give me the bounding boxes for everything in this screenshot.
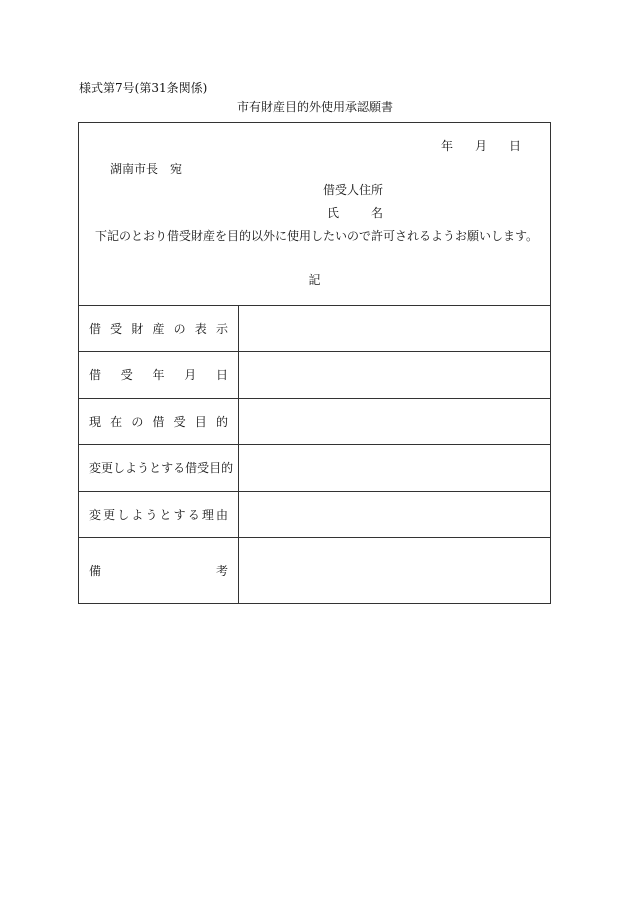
row-label-char: 受 [120,368,133,382]
row-label-char: 変 [89,507,102,522]
table-row [79,445,550,492]
row-label-remarks [79,538,239,604]
borrower-name-part: 氏 [327,206,340,220]
row-label-char: 借 [152,414,165,429]
date-year-label: 年 [441,139,454,153]
row-label-char: 由 [215,507,228,522]
row-label-char: 備 [89,564,102,578]
request-text: 下記のとおり借受財産を目的以外に使用したいので許可されるようお願いします。 [95,229,539,243]
application-form-table [78,122,551,604]
row-label-char: 受 [173,414,186,429]
row-label-char: 表 [194,321,207,336]
row-label-char: し [117,507,130,522]
date-month-label: 月 [474,139,487,153]
borrower-address-label: 借受人住所 [323,183,384,197]
table-row [79,399,550,445]
row-label-char: 借 [89,321,102,336]
row-label-char: る [187,507,200,522]
row-label-char: 理 [201,507,214,522]
borrower-name-part: 名 [370,206,383,220]
date-day-label: 日 [508,139,521,153]
date-line [441,138,521,154]
row-label-char: う [137,461,150,475]
row-label-text [89,563,228,579]
row-label-char: 現 [89,414,102,429]
row-label-char: 的 [215,414,228,429]
row-label-char: 財 [131,321,144,336]
row-label-char: の [173,321,186,336]
row-label-text [89,321,228,337]
addressee: 湖南市長 宛 [110,162,183,176]
row-label-char: 目 [194,414,207,429]
row-label-char: 変 [89,461,102,475]
row-label-char: 在 [110,414,123,429]
row-value-change-reason[interactable] [239,492,550,537]
row-label-char: 的 [221,461,234,475]
row-label-text [89,367,228,383]
detail-rows [79,306,550,604]
row-label-char: 示 [215,321,228,336]
row-label-char: 目 [209,461,222,475]
row-label-text [89,414,228,430]
row-value-remarks[interactable] [239,538,550,604]
row-label-text [89,460,234,476]
row-label-char: 受 [197,461,210,475]
table-row [79,538,550,604]
row-label-text [89,507,228,523]
row-label-char: 更 [101,461,114,475]
table-row [79,352,550,399]
row-label-char: 月 [184,368,197,382]
row-label-current-purpose [79,399,239,444]
row-value-borrow-date[interactable] [239,352,550,398]
row-value-current-purpose[interactable] [239,399,550,444]
row-label-char: う [145,507,158,522]
form-number: 様式第7号(第31条関係) [79,81,208,95]
row-label-char: す [161,461,174,475]
row-label-char: す [173,507,186,522]
row-label-char: し [113,461,126,475]
row-label-borrowed-property [79,306,239,351]
row-value-new-purpose[interactable] [239,445,550,491]
row-label-char: 産 [152,321,165,336]
row-label-char: と [159,507,172,522]
row-label-char: 考 [215,564,228,578]
row-value-borrowed-property[interactable] [239,306,550,351]
row-label-new-purpose [79,445,239,491]
row-label-char: 日 [215,368,228,382]
row-label-char: よ [131,507,144,522]
table-row [79,306,550,352]
row-label-char: 受 [110,321,123,336]
note-mark: 記 [308,273,321,287]
row-label-char: の [131,414,144,429]
table-row [79,492,550,538]
row-label-char: よ [125,461,138,475]
row-label-borrow-date [79,352,239,398]
row-label-char: 借 [89,368,102,382]
form-title: 市有財産目的外使用承認願書 [236,100,393,114]
borrower-name-label [327,205,383,221]
row-label-char: 更 [103,507,116,522]
row-label-char: と [149,461,162,475]
row-label-char: 年 [152,368,165,382]
row-label-char: る [173,461,186,475]
row-label-char: 借 [185,461,198,475]
application-header-section [79,123,550,306]
row-label-change-reason [79,492,239,537]
